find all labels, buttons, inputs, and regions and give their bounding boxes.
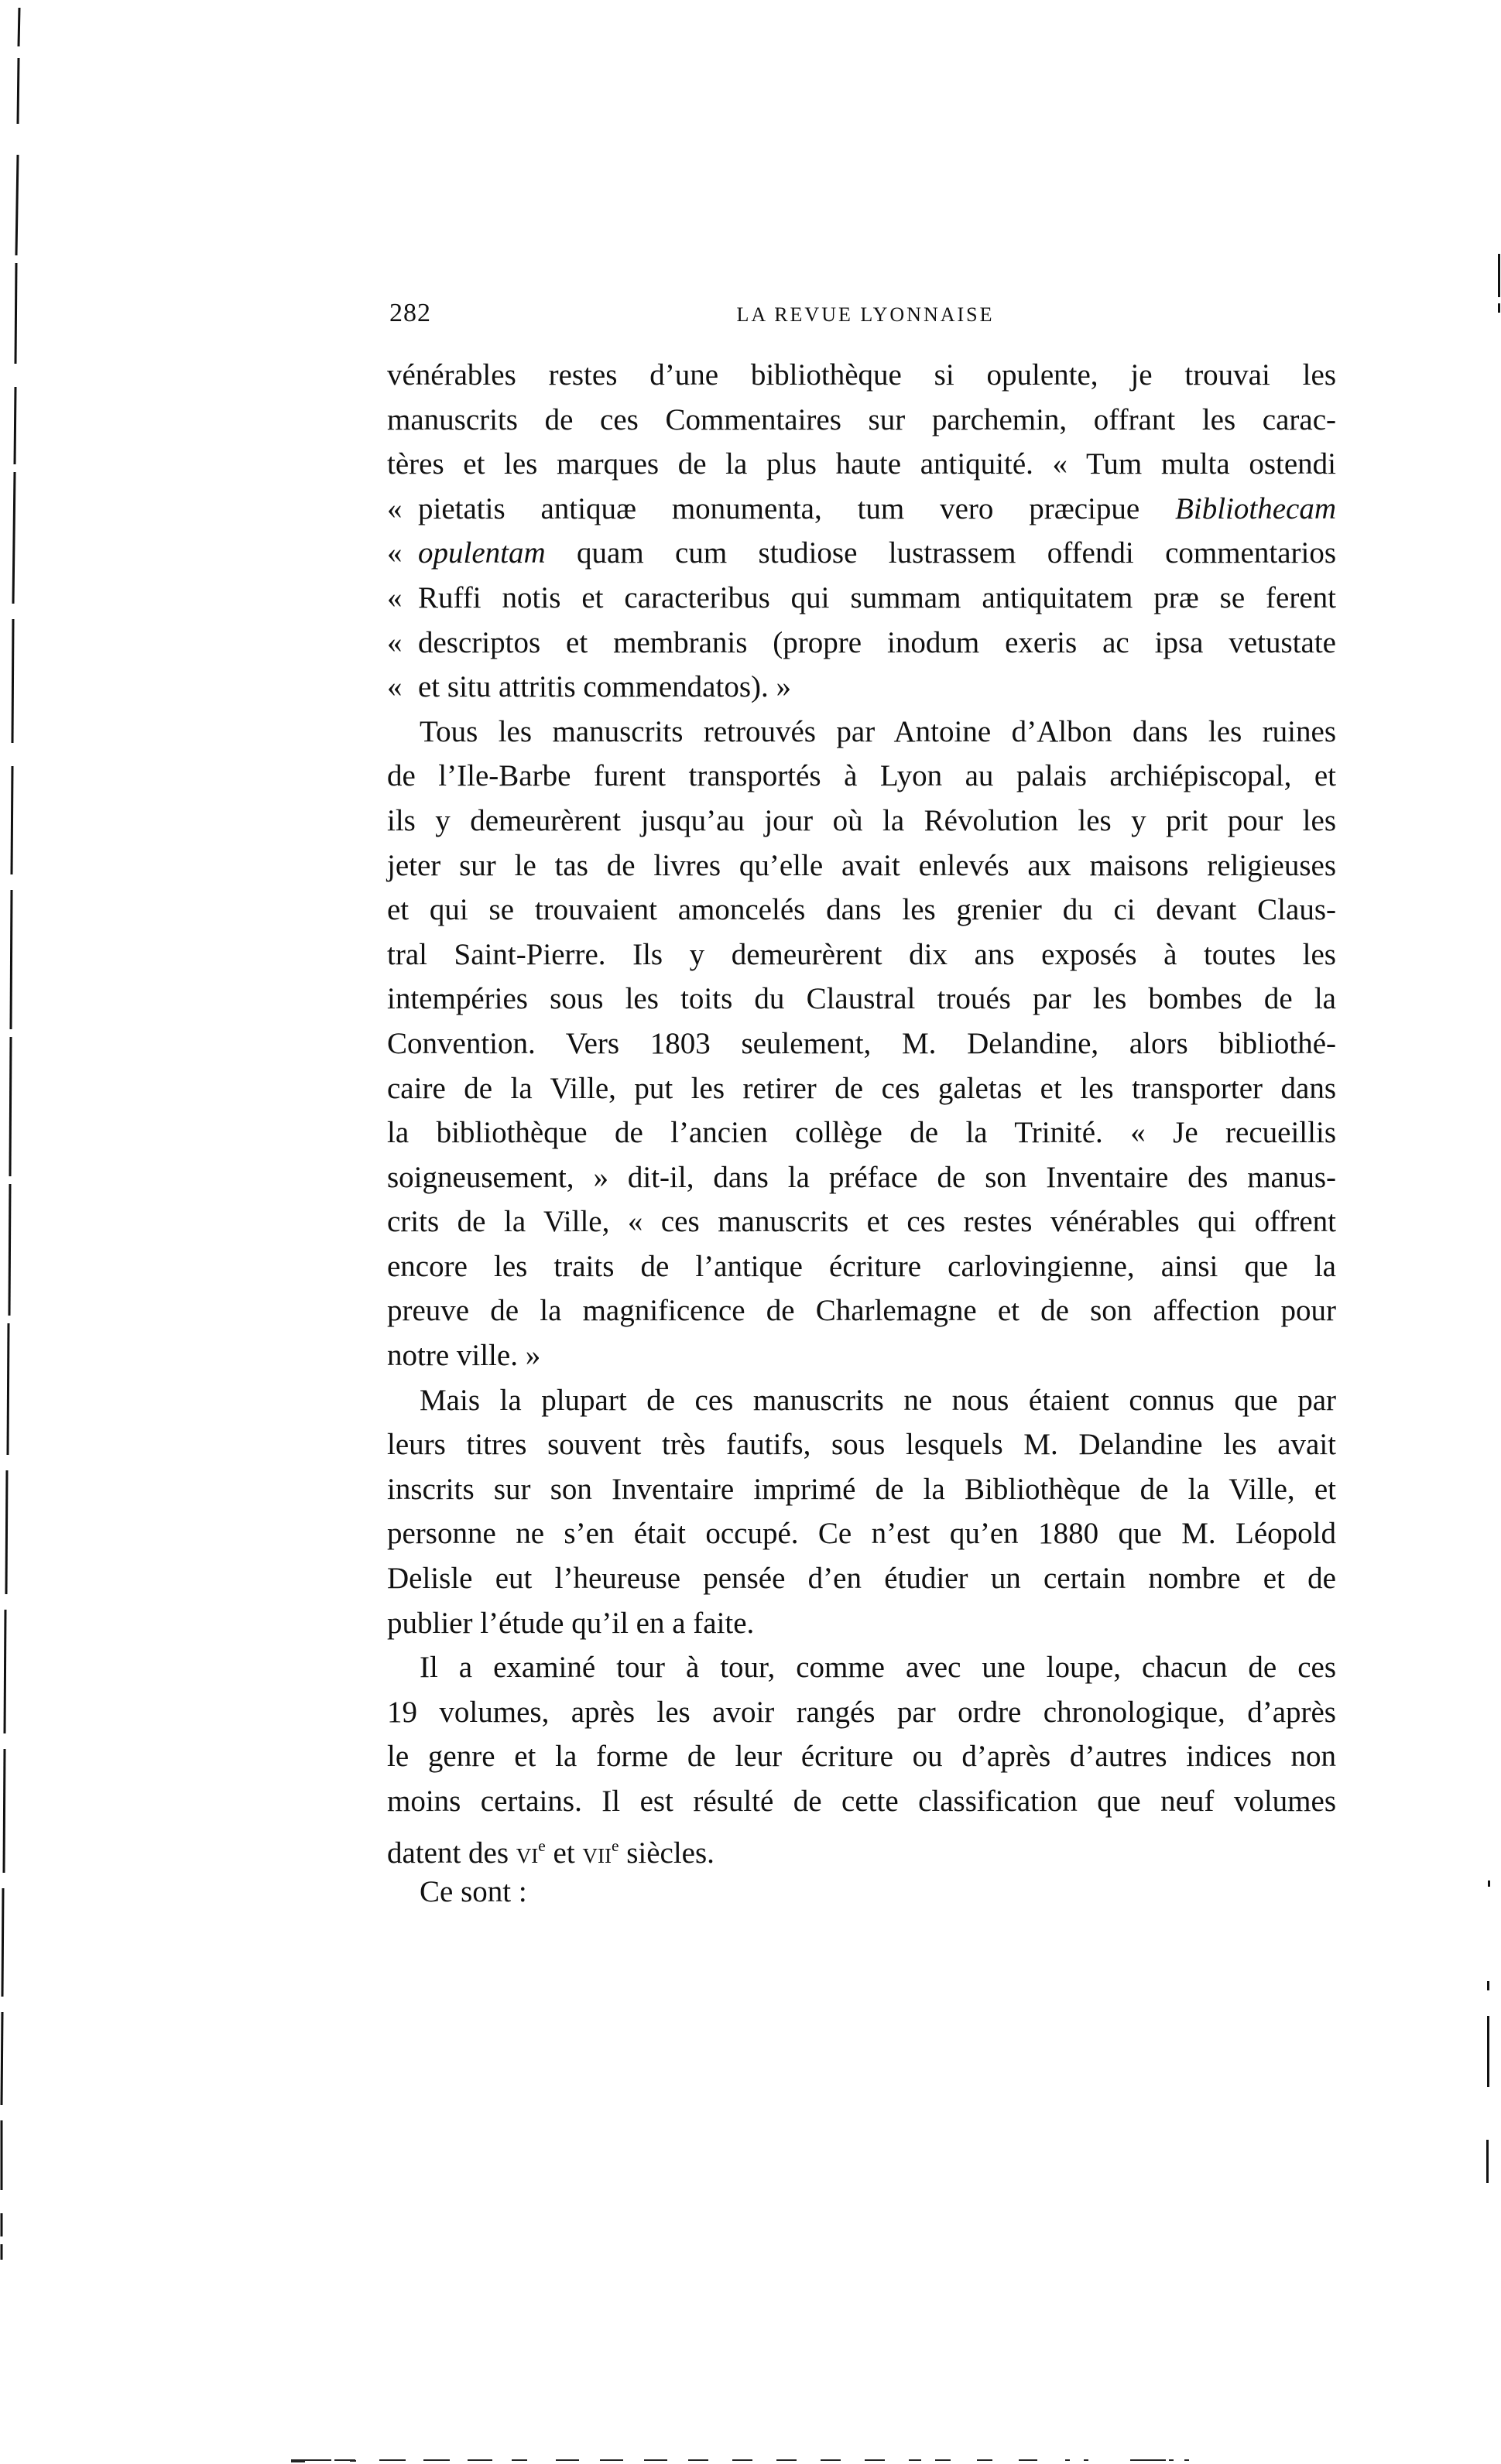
bottom-scan-dash <box>909 2459 921 2461</box>
text-line: Mais la plupart de ces manuscrits ne nous étaient connus que par <box>420 1383 1336 1417</box>
bottom-scan-dash <box>935 2459 951 2461</box>
bottom-scan-dash <box>821 2459 841 2461</box>
text-line: Tous les manuscrits retrouvés par Antoine d’Albon dans les ruines <box>420 714 1336 748</box>
latin-quote-line <box>387 487 1336 532</box>
text-line: la bibliothèque de l’ancien collège de la Trinité. « Je recueillis <box>387 1116 1336 1150</box>
guillemet-open: « <box>387 580 403 614</box>
bottom-scan-dash <box>556 2459 579 2461</box>
latin-quote-line <box>387 665 1336 710</box>
right-margin-mark <box>1498 303 1500 313</box>
text-line: de l’Ile-Barbe furent transportés à Lyon au palais archiépiscopal, et <box>387 759 1336 793</box>
bottom-scan-dash <box>423 2459 450 2461</box>
text-line: vénérables restes d’une bibliothèque si opulente, je trouvai les <box>387 358 1336 392</box>
bottom-scan-dash <box>335 2459 355 2461</box>
quote-text: quam cum studiose lustrassem offendi commentarios <box>545 536 1336 570</box>
journal-title: LA REVUE LYONNAISE <box>736 303 995 326</box>
text-span: et <box>545 1836 583 1870</box>
bottom-scan-dash <box>644 2459 667 2461</box>
right-margin-mark <box>1498 254 1500 297</box>
right-margin-mark <box>1488 1881 1490 1887</box>
bottom-scan-dash <box>732 2459 752 2461</box>
text-line: tral Saint-Pierre. Ils y demeurèrent dix ans exposés à toutes les <box>387 937 1336 971</box>
text-line: jeter sur le tas de livres qu’elle avait enlevés aux maisons religieuses <box>387 848 1336 882</box>
superscript: e <box>611 1836 619 1855</box>
text-line: encore les traits de l’antique écriture carlovingienne, ainsi que la <box>387 1249 1336 1283</box>
text-line: soigneusement, » dit-il, dans la préface de son Inventaire des manus- <box>387 1160 1336 1194</box>
text-line: manuscrits de ces Commentaires sur parchemin, offrant les carac- <box>387 402 1336 436</box>
paragraph-il-a-examine <box>387 1645 1336 1868</box>
bottom-scan-dash <box>865 2459 885 2461</box>
right-margin-mark <box>1487 2016 1489 2087</box>
right-margin-mark <box>1487 1981 1489 1990</box>
text-line: preuve de la magnificence de Charlemagne et de son affection pour <box>387 1294 1336 1328</box>
text-line: le genre et la forme de leur écriture ou d’après d’autres indices non <box>387 1740 1336 1774</box>
guillemet-open: « <box>387 536 403 570</box>
roman-numeral: vi <box>516 1836 539 1870</box>
bottom-scan-dash <box>1169 2459 1174 2461</box>
latin-quote-line <box>387 576 1336 621</box>
right-margin-mark <box>1486 2140 1489 2183</box>
bottom-scan-dash <box>688 2459 708 2461</box>
latin-quote-line <box>387 621 1336 666</box>
text-line: et qui se trouvaient amoncelés dans les grenier du ci devant Claus- <box>387 893 1336 927</box>
text-line: Ce sont : <box>420 1875 527 1909</box>
bottom-scan-dash <box>379 2459 406 2461</box>
bottom-scan-dash <box>600 2459 623 2461</box>
text-line: notre ville. » <box>387 1339 541 1373</box>
text-line <box>387 1824 1336 1869</box>
roman-numeral: vii <box>582 1836 612 1870</box>
paragraph-mais-la-plupart <box>387 1378 1336 1646</box>
bottom-scan-dash <box>776 2459 797 2461</box>
bottom-scan-dash <box>1130 2459 1166 2461</box>
bottom-scan-dash <box>512 2459 527 2461</box>
italic-term: opulentam <box>418 536 546 570</box>
text-line: tères et les marques de la plus haute antiquité. « Tum multa ostendi <box>387 447 1336 481</box>
page-number: 282 <box>389 299 431 327</box>
guillemet-open: « <box>387 670 403 704</box>
quote-text: et situ attritis commendatos). » <box>418 670 791 704</box>
bottom-scan-dash <box>1084 2459 1088 2461</box>
bottom-scan-dash <box>468 2459 492 2461</box>
superscript: e <box>538 1836 546 1855</box>
bottom-scan-dash <box>1019 2459 1037 2461</box>
text-line: moins certains. Il est résulté de cette classification que neuf volumes <box>387 1785 1336 1818</box>
quote-text: descriptos et membranis (propre inodum exeris ac ipsa vetustate <box>418 625 1336 659</box>
text-line: 19 volumes, après les avoir rangés par ordre chronologique, d’après <box>387 1695 1336 1729</box>
latin-quote-line <box>387 531 1336 576</box>
text-line: caire de la Ville, put les retirer de ces galetas et les transporter dans <box>387 1071 1336 1105</box>
guillemet-open: « <box>387 491 403 525</box>
text-line: publier l’étude qu’il en a faite. <box>387 1606 755 1640</box>
italic-term: Bibliothecam <box>1175 491 1336 525</box>
bottom-scan-dash <box>977 2459 992 2461</box>
paragraph-continuation <box>387 353 1336 710</box>
body-text <box>387 353 1336 1915</box>
guillemet-open: « <box>387 625 403 659</box>
quote-text: Ruffi notis et caracteribus qui summam antiquitatem præ se ferent <box>418 580 1336 614</box>
text-line: personne ne s’en était occupé. Ce n’est qu’en 1880 que M. Léopold <box>387 1517 1336 1551</box>
text-line: intempéries sous les toits du Claustral troués par les bombes de la <box>387 982 1336 1016</box>
bottom-scan-dash <box>1184 2459 1189 2461</box>
text-line: crits de la Ville, « ces manuscrits et ces restes vénérables qui offrent <box>387 1205 1336 1239</box>
bottom-scan-dash <box>1065 2459 1070 2461</box>
binding-edge-line <box>0 0 31 2464</box>
running-header <box>387 296 1336 334</box>
text-line: Convention. Vers 1803 seulement, M. Delandine, alors bibliothé- <box>387 1026 1336 1060</box>
text-line: inscrits sur son Inventaire imprimé de la Bibliothèque de la Ville, et <box>387 1472 1336 1506</box>
text-line: Il a examiné tour à tour, comme avec une loupe, chacun de ces <box>420 1651 1336 1685</box>
text-line: Delisle eut l’heureuse pensée d’en étudier un certain nombre et de <box>387 1562 1336 1596</box>
paragraph-ce-sont <box>387 1870 1336 1915</box>
quote-text: pietatis antiquæ monumenta, tum vero præcipue <box>418 491 1176 525</box>
bottom-scan-dash <box>291 2459 319 2461</box>
text-span: siècles. <box>619 1836 715 1870</box>
text-line: leurs titres souvent très fautifs, sous lesquels M. Delandine les avait <box>387 1428 1336 1462</box>
paragraph-tous-les-manuscrits <box>387 710 1336 1378</box>
text-line: ils y demeurèrent jusqu’au jour où la Révolution les y prit pour les <box>387 803 1336 837</box>
text-span: datent des <box>387 1836 516 1870</box>
